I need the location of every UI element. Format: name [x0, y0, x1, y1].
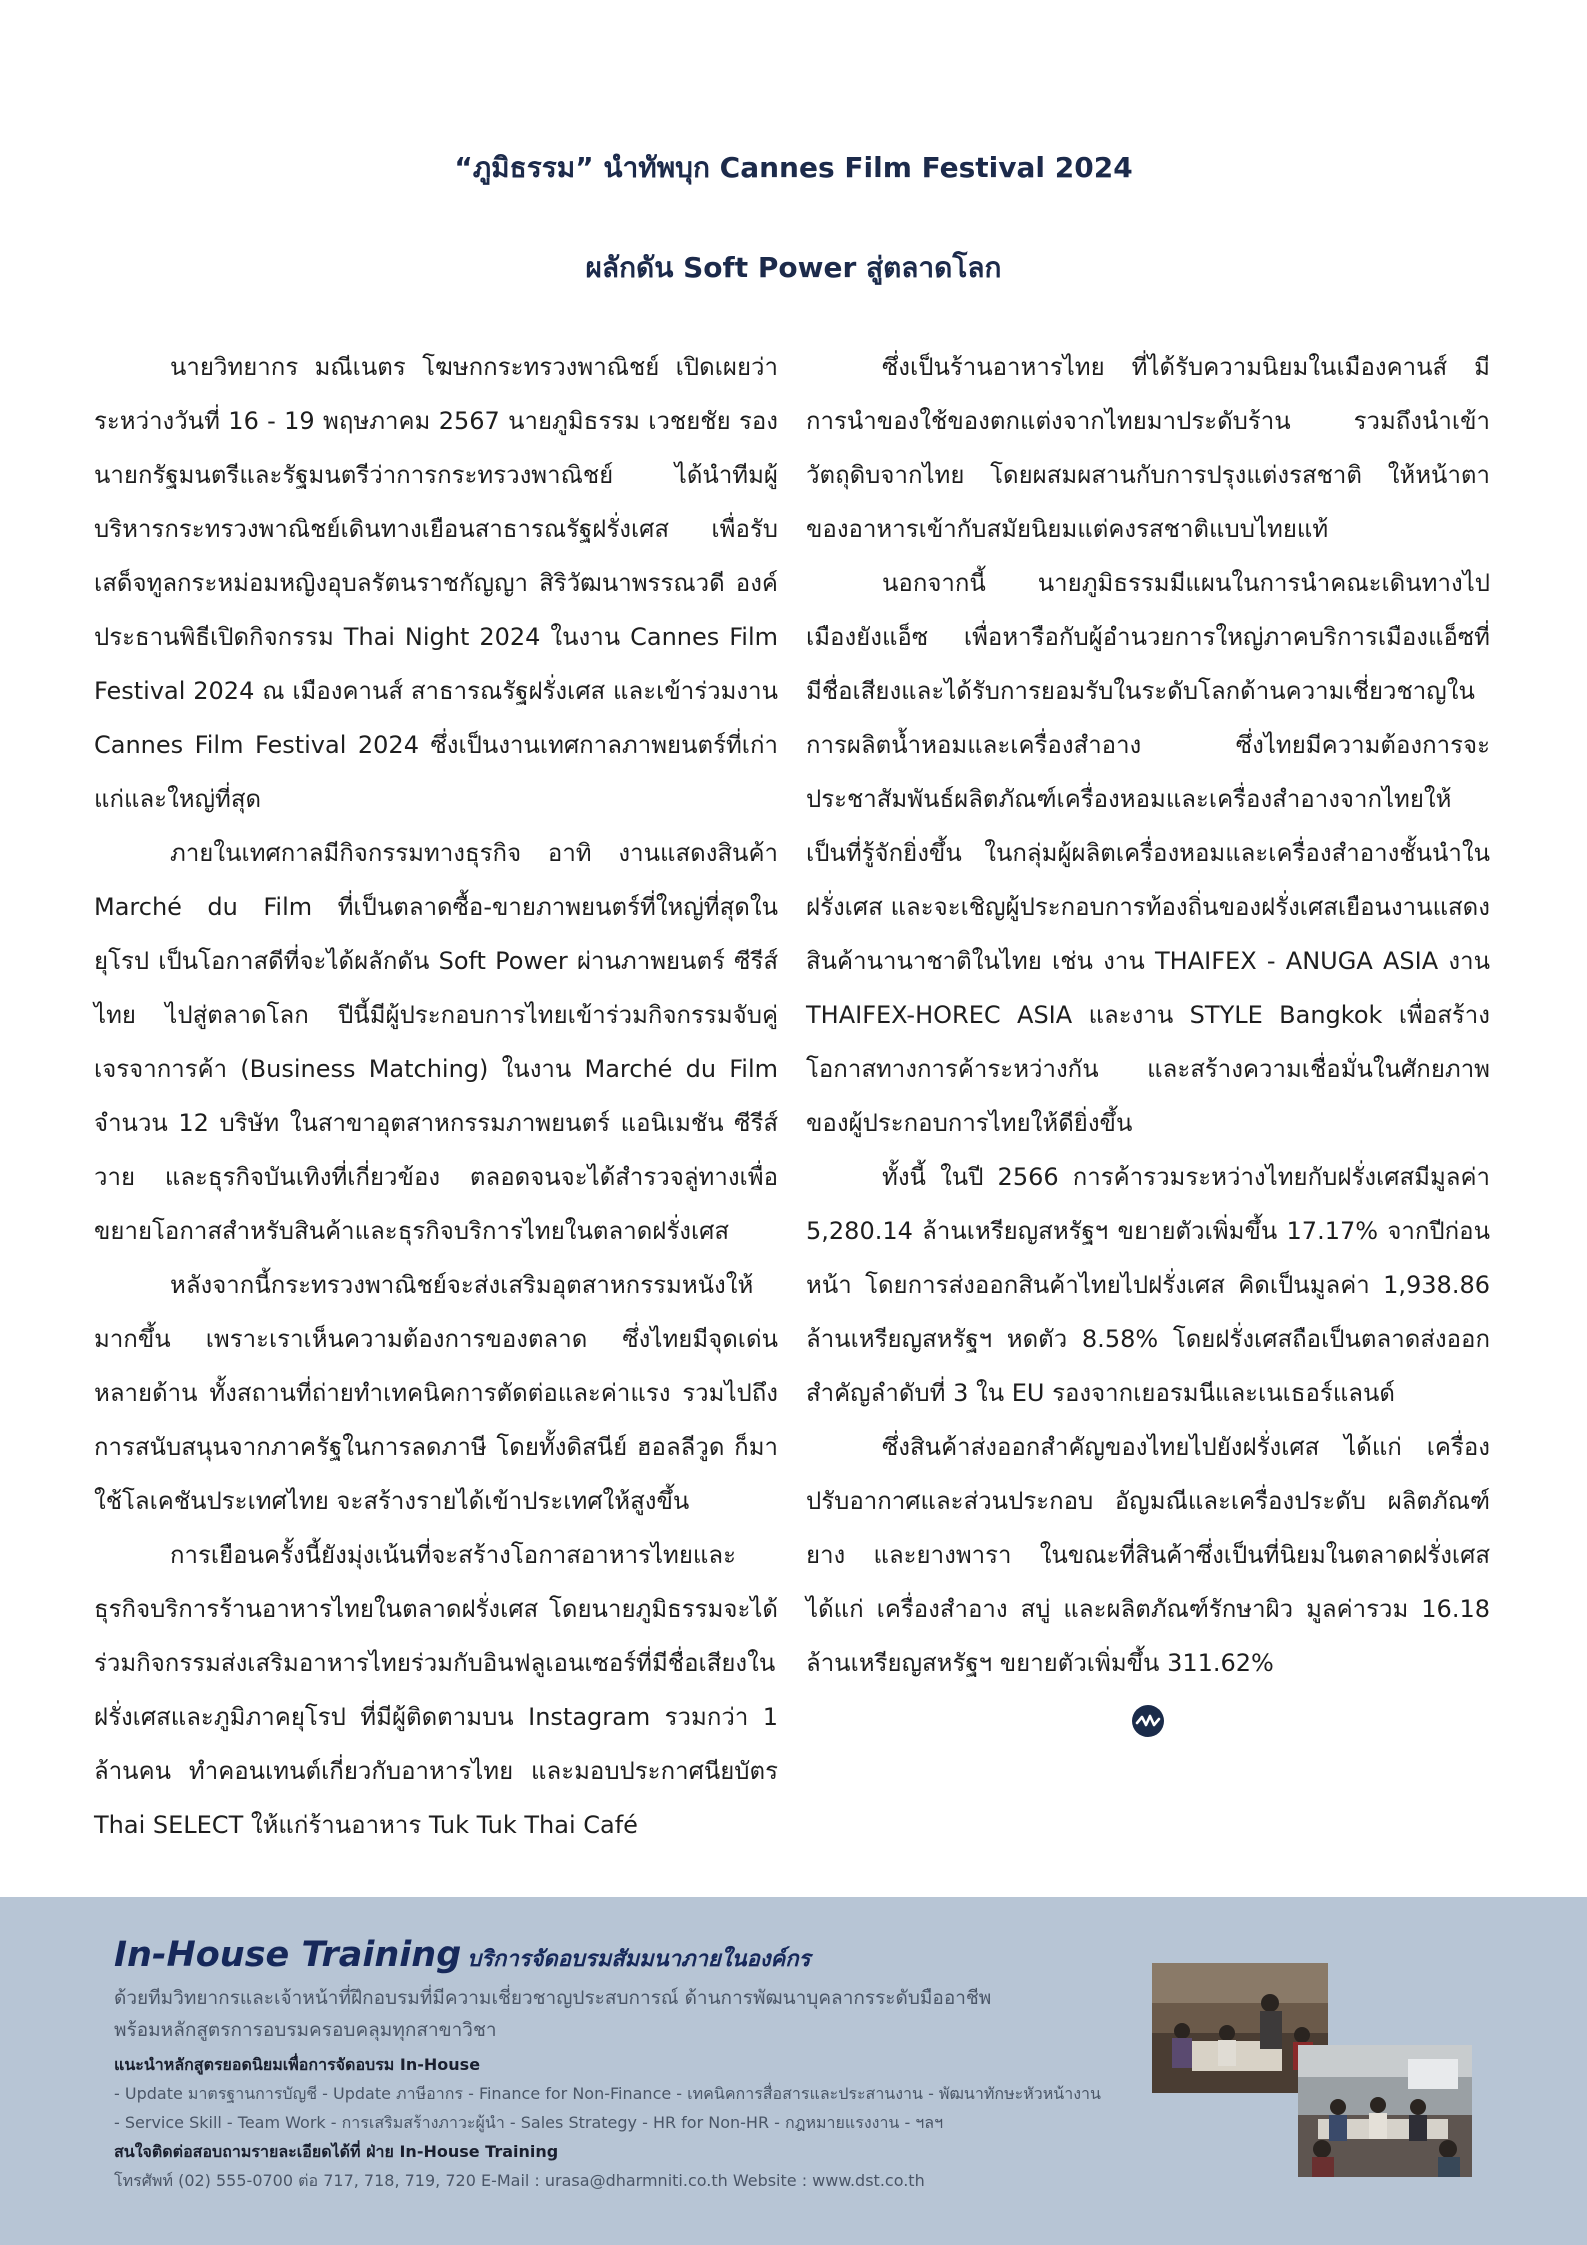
- paragraph: นายวิทยากร มณีเนตร โฆษกกระทรวงพาณิชย์ เปิดเผยว่า ระหว่างวันที่ 16 - 19 พฤษภาคม 2567 นายภูมิธรรม เวชยชัย รองนายกรัฐมนตรีและรัฐมนตรีว่าการกระทรวงพาณิชย์ ได้นำทีมผู้บริหารกระทรวงพาณิชย์เดินทางเยือนสาธารณรัฐฝรั่งเศส เพื่อรับเสด็จทูลกระหม่อมหญิงอุบลรัตนราชกัญญา สิริวัฒนาพรรณวดี องค์ประธานพิธีเปิดกิจกรรม Thai Night 2024 ในงาน Cannes Film Festival 2024 ณ เมืองคานส์ สาธารณรัฐฝรั่งเศส และเข้าร่วมงาน Cannes Film Festival 2024 ซึ่งเป็นงานเทศกาลภาพยนตร์ที่เก่าแก่และใหญ่ที่สุด: [94, 353, 778, 813]
- in-house-training-banner: [0, 1897, 1587, 2245]
- article-column-left: [94, 340, 778, 1860]
- banner-brand-row: [114, 1935, 1124, 1976]
- article-body: [94, 340, 1490, 1860]
- banner-intro-1: ด้วยทีมวิทยากรและเจ้าหน้าที่ฝึกอบรมที่มีความเชี่ยวชาญประสบการณ์ ด้านการพัฒนาบุคลากรระดับมืออาชีพ: [114, 1987, 992, 2009]
- brand-subtitle: บริการจัดอบรมสัมมนาภายในองค์กร: [467, 1947, 811, 1972]
- paragraph: การเยือนครั้งนี้ยังมุ่งเน้นที่จะสร้างโอกาสอาหารไทยและธุรกิจบริการร้านอาหารไทยในตลาดฝรั่งเศส โดยนายภูมิธรรมจะได้ร่วมกิจกรรมส่งเสริมอาหารไทยร่วมกับอินฟลูเอนเซอร์ที่มีชื่อเสียงในฝรั่งเศสและภูมิภาคยุโรป ที่มีผู้ติดตามบน Instagram รวมกว่า 1 ล้านคน ทำคอนเทนต์เกี่ยวกับอาหารไทย และมอบประกาศนียบัตร Thai SELECT ให้แก่ร้านอาหาร Tuk Tuk Thai Café: [94, 1541, 778, 1839]
- article-column-right: [806, 340, 1490, 1860]
- headline-line-1: “ภูมิธรรม” นำทัพบุก Cannes Film Festival 2024: [454, 151, 1133, 184]
- paragraph: ซึ่งเป็นร้านอาหารไทย ที่ได้รับความนิยมในเมืองคานส์ มีการนำของใช้ของตกแต่งจากไทยมาประดับร้าน รวมถึงนำเข้าวัตถุดิบจากไทย โดยผสมผสานกับการปรุงแต่งรสชาติ ให้หน้าตาของอาหารเข้ากับสมัยนิยมแต่คงรสชาติแบบไทยแท้: [806, 353, 1490, 543]
- paragraph: ซึ่งสินค้าส่งออกสำคัญของไทยไปยังฝรั่งเศส ได้แก่ เครื่องปรับอากาศและส่วนประกอบ อัญมณีและเครื่องประดับ ผลิตภัณฑ์ยาง และยางพารา ในขณะที่สินค้าซึ่งเป็นที่นิยมในตลาดฝรั่งเศส ได้แก่ เครื่องสำอาง สบู่ และผลิตภัณฑ์รักษาผิว มูลค่ารวม 16.18 ล้านเหรียญสหรัฐฯ ขยายตัวเพิ่มขึ้น 311.62%: [806, 1433, 1490, 1677]
- courses-line-2: - Service Skill - Team Work - การเสริมสร้างภาวะผู้นำ - Sales Strategy - HR for Non-HR - กฎหมายแรงงาน - ฯลฯ: [114, 2113, 944, 2132]
- courses-line-1: - Update มาตรฐานการบัญชี - Update ภาษีอากร - Finance for Non-Finance - เทคนิคการสื่อสารและประสานงาน - พัฒนาทักษะหัวหน้างาน: [114, 2084, 1101, 2103]
- contact-line: โทรศัพท์ (02) 555-0700 ต่อ 717, 718, 719, 720 E-Mail : urasa@dharmniti.co.th Website : www.dst.co.th: [114, 2171, 925, 2190]
- banner-text: [114, 1935, 1124, 2195]
- headline-line-2: ผลักดัน Soft Power สู่ตลาดโลก: [585, 251, 1002, 284]
- contact-heading: สนใจติดต่อสอบถามรายละเอียดได้ที่ ฝ่าย In-House Training: [114, 2142, 559, 2161]
- wave-logo-icon: [1131, 1704, 1165, 1738]
- headline: [0, 118, 1587, 318]
- brand-title: In-House Training: [114, 1935, 462, 1975]
- courses-heading: แนะนำหลักสูตรยอดนิยมเพื่อการจัดอบรม In-House: [114, 2055, 481, 2074]
- paragraph: หลังจากนี้กระทรวงพาณิชย์จะส่งเสริมอุตสาหกรรมหนังให้มากขึ้น เพราะเราเห็นความต้องการของตลาด ซึ่งไทยมีจุดเด่นหลายด้าน ทั้งสถานที่ถ่ายทำเทคนิคการตัดต่อและค่าแรง รวมไปถึงการสนับสนุนจากภาครัฐในการลดภาษี โดยทั้งดิสนีย์ ฮอลลีวูด ก็มาใช้โลเคชันประเทศไทย จะสร้างรายได้เข้าประเทศให้สูงขึ้น: [94, 1271, 778, 1515]
- paragraph: ทั้งนี้ ในปี 2566 การค้ารวมระหว่างไทยกับฝรั่งเศสมีมูลค่า 5,280.14 ล้านเหรียญสหรัฐฯ ขยายตัวเพิ่มขึ้น 17.17% จากปีก่อนหน้า โดยการส่งออกสินค้าไทยไปฝรั่งเศส คิดเป็นมูลค่า 1,938.86 ล้านเหรียญสหรัฐฯ หดตัว 8.58% โดยฝรั่งเศสถือเป็นตลาดส่งออกสำคัญลำดับที่ 3 ใน EU รองจากเยอรมนีและเนเธอร์แลนด์: [806, 1163, 1490, 1407]
- paragraph: นอกจากนี้ นายภูมิธรรมมีแผนในการนำคณะเดินทางไปเมืองยังแอ็ซ เพื่อหารือกับผู้อำนวยการใหญ่ภาคบริการเมืองแอ็ซที่มีชื่อเสียงและได้รับการยอมรับในระดับโลกด้านความเชี่ยวชาญในการผลิตน้ำหอมและเครื่องสำอาง ซึ่งไทยมีความต้องการจะประชาสัมพันธ์ผลิตภัณฑ์เครื่องหอมและเครื่องสำอางจากไทยให้เป็นที่รู้จักยิ่งขึ้น ในกลุ่มผู้ผลิตเครื่องหอมและเครื่องสำอางชั้นนำในฝรั่งเศส และจะเชิญผู้ประกอบการท้องถิ่นของฝรั่งเศสเยือนงานแสดงสินค้านานาชาติในไทย เช่น งาน THAIFEX - ANUGA ASIA งาน THAIFEX-HOREC ASIA และงาน STYLE Bangkok เพื่อสร้างโอกาสทางการค้าระหว่างกัน และสร้างความเชื่อมั่นในศักยภาพของผู้ประกอบการไทยให้ดียิ่งขึ้น: [806, 569, 1490, 1137]
- training-photo-2: [1298, 2045, 1472, 2177]
- banner-intro-2: พร้อมหลักสูตรการอบรมครอบคลุมทุกสาขาวิชา: [114, 2019, 497, 2041]
- paragraph: ภายในเทศกาลมีกิจกรรมทางธุรกิจ อาทิ งานแสดงสินค้า Marché du Film ที่เป็นตลาดซื้อ-ขายภาพยนตร์ที่ใหญ่ที่สุดในยุโรป เป็นโอกาสดีที่จะได้ผลักดัน Soft Power ผ่านภาพยนตร์ ซีรีส์ไทย ไปสู่ตลาดโลก ปีนี้มีผู้ประกอบการไทยเข้าร่วมกิจกรรมจับคู่เจรจาการค้า (Business Matching) ในงาน Marché du Film จำนวน 12 บริษัท ในสาขาอุตสาหกรรมภาพยนตร์ แอนิเมชัน ซีรีส์วาย และธุรกิจบันเทิงที่เกี่ยวข้อง ตลอดจนจะได้สำรวจลู่ทางเพื่อขยายโอกาสสำหรับสินค้าและธุรกิจบริการไทยในตลาดฝรั่งเศส: [94, 839, 778, 1245]
